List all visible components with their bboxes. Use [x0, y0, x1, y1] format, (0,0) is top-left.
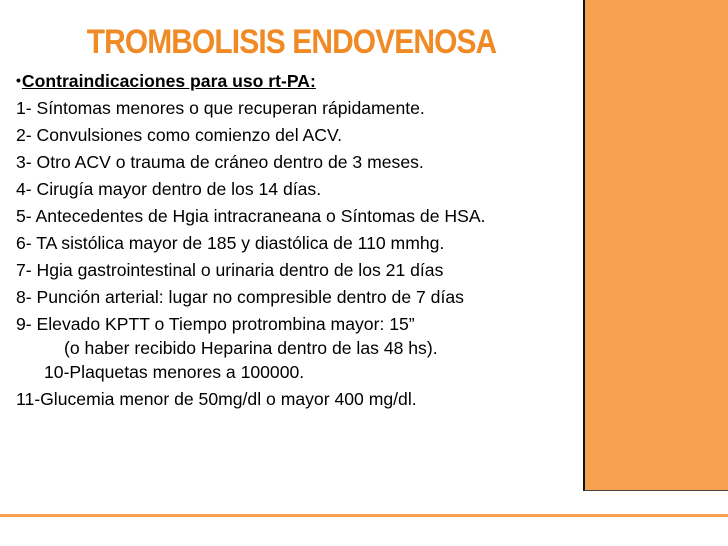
bullet-icon: •	[16, 72, 21, 88]
list-item-8: 8- Punción arterial: lugar no compresible dentro de 7 días	[16, 287, 464, 307]
list-item-9-continuation: (o haber recibido Heparina dentro de las 48 hs).	[64, 338, 438, 358]
list-item-1: 1- Síntomas menores o que recuperan rápidamente.	[16, 98, 425, 118]
list-item-2: 2- Convulsiones como comienzo del ACV.	[16, 125, 342, 145]
orange-side-panel	[583, 0, 728, 491]
list-item-10: 10-Plaquetas menores a 100000.	[44, 362, 305, 382]
contraindications-heading: Contraindicaciones para uso rt-PA:	[21, 71, 316, 91]
slide-content	[16, 68, 576, 411]
list-item-11: 11-Glucemia menor de 50mg/dl o mayor 400 mg/dl.	[16, 389, 417, 409]
list-item-3: 3- Otro ACV o trauma de cráneo dentro de 3 meses.	[16, 152, 424, 172]
heading-line	[16, 68, 576, 93]
list-item-4: 4- Cirugía mayor dentro de los 14 días.	[16, 179, 322, 199]
list-item-7: 7- Hgia gastrointestinal o urinaria dentro de los 21 días	[16, 260, 444, 280]
slide-title: TROMBOLISIS ENDOVENOSA	[86, 23, 497, 61]
list-item-6: 6- TA sistólica mayor de 185 y diastólica de 110 mmhg.	[16, 233, 445, 253]
list-item-9: 9- Elevado KPTT o Tiempo protrombina mayor: 15”	[16, 314, 415, 334]
bottom-divider	[0, 514, 728, 517]
list-item-5: 5- Antecedentes de Hgia intracraneana o Síntomas de HSA.	[16, 206, 486, 226]
